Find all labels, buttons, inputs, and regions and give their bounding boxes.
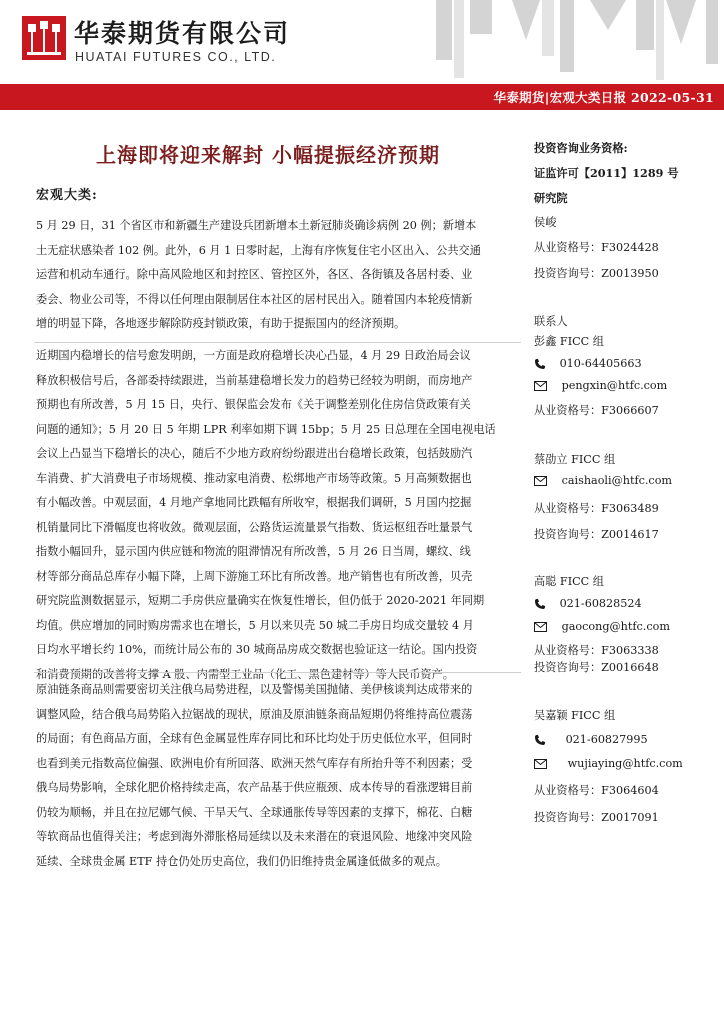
contact-practice-no: 从业资格号：F3063489 [534,502,659,515]
contact-email [534,379,667,392]
contact-email [534,474,672,487]
paragraph-line: 也看到美元指数高位偏强、欧洲电价有所回落、欧洲天然气库存有所抬升等不利因素；受 [36,756,473,770]
contact-practice-no: 从业资格号：F3064604 [534,784,659,797]
paragraph-line: 预期也有所改善，5 月 15 日，央行、银保监会发布《关于调整差别化住房信贷政策有关 [36,398,471,411]
license-number: 证监许可【2011】1289 号 [534,166,679,180]
contact-email-text[interactable]: caishaoli@htfc.com [561,474,673,487]
contact-name: 吴嘉颖 FICC 组 [534,709,616,722]
paragraph-line: 俄乌局势影响，全球化肥价格持续走高，农产品基于供应瓶颈、成本传导的看涨逻辑目前 [36,781,473,794]
paragraph-line: 问题的通知》；5 月 20 日 5 年期 LPR 利率如期下调 15bp；5 月 25 日总理在全国电视电话 [36,422,496,436]
email-icon [534,381,548,391]
phone-icon [534,598,548,610]
contact-phone [534,357,642,370]
paragraph-line: 日均水平增长约 10%，而统计局公布的 30 城商品房成交数据也验证这一结论。国内投资 [36,643,478,656]
contact-phone-text: 021-60827995 [565,733,648,746]
paragraph-line: 等软商品也值得关注；考虑到海外滞胀格局延续以及未来潜在的衰退风险、地缘冲突风险 [36,830,473,843]
contact-phone-text: 010-64405663 [559,357,642,370]
paragraph-line: 仍较为顺畅，并且在拉尼娜气候、干旱天气、全球通胀传导等因素的支撑下，棉花、白糖 [36,805,473,819]
analyst-advisory-no: 投资咨询号：Z0013950 [534,267,659,280]
contact-phone [534,597,642,610]
contact-email-text[interactable]: gaocong@htfc.com [561,620,670,633]
contact-phone [534,733,648,746]
company-name-cn: 华泰期货有限公司 [74,19,291,48]
header-decoration [430,0,724,90]
paragraph-line: 会议上凸显当下稳增长的决心，随后不少地方政府纷纷跟进出台稳增长政策，包括鼓励汽 [36,447,473,460]
report-banner-text: 华泰期货|宏观大类日报 2022-05-31 [493,90,714,105]
divider [34,342,521,343]
paragraph-line: 的局面；有色商品方面，全球有色金属显性库存同比和环比均处于历史低位水平，但同时 [36,732,473,745]
paragraph-line: 指数小幅回升，显示国内供应链和物流的阻滞情况有所改善，5 月 26 日当周，螺纹、线 [36,545,471,558]
phone-icon [534,734,548,746]
contact-email-text[interactable]: pengxin@htfc.com [561,379,668,392]
paragraph-line: 土无症状感染者 102 例。此外，6 月 1 日零时起，上海有序恢复住宅小区出入、公共交通 [36,243,481,257]
contact-practice-no: 从业资格号：F3066607 [534,404,659,417]
report-title: 上海即将迎来解封 小幅提振经济预期 [96,143,440,167]
contacts-label: 联系人 [534,315,568,328]
paragraph-line: 5 月 29 日，31 个省区市和新疆生产建设兵团新增本土新冠肺炎确诊病例 20 例；新增本 [36,219,477,232]
paragraph-2 [36,344,519,687]
qualification-heading: 投资咨询业务资格: [534,141,628,155]
paragraph-line: 近期国内稳增长的信号愈发明朗，一方面是政府稳增长决心凸显，4 月 29 日政治局会议 [36,349,471,362]
paragraph-line: 和消费预期的改善将支撑 A 股、内需型工业品（化工、黑色建材等）等人民币资产。 [36,667,454,681]
contact-advisory-no: 投资咨询号：Z0016648 [534,661,659,674]
contact-email-text[interactable]: wujiaying@htfc.com [567,757,683,770]
contact-advisory-no: 投资咨询号：Z0017091 [534,811,659,824]
paragraph-line: 车消费、扩大消费电子市场规模、推动家电消费、松绑地产市场等政策。5 月高频数据也 [36,471,472,485]
paragraph-line: 机销量同比下滑幅度也将收敛。微观层面，公路货运流量景气指数、货运枢纽吞吐量景气 [36,520,473,534]
huatai-logo-icon [22,16,66,60]
paragraph-line: 有小幅改善。中观层面，4 月地产拿地同比跌幅有所收窄，根据我们调研，5 月国内挖掘 [36,496,472,509]
paragraph-3 [36,678,519,874]
contact-practice-no: 从业资格号：F3063338 [534,644,659,657]
paragraph-line: 原油链条商品则需要密切关注俄乌局势进程，以及警惕美国抛储、美伊核谈判达成带来的 [36,683,473,696]
email-icon [534,759,548,769]
section-heading: 宏观大类: [36,188,98,203]
analyst-practice-no: 从业资格号：F3024428 [534,241,659,254]
paragraph-line: 均值。供应增加的同时购房需求也在增长，5 月以来贝壳 50 城二手房日均成交量较 4 月 [36,618,474,632]
institute-label: 研究院 [534,191,568,205]
report-header [0,0,724,112]
paragraph-line: 增的明显下降，各地逐步解除防疫封锁政策，有助于提振国内的经济预期。 [36,317,406,330]
divider [34,672,521,673]
email-icon [534,476,548,486]
contact-email [534,757,683,770]
analyst-name: 侯峻 [534,216,557,229]
email-icon [534,622,548,632]
company-name-en: HUATAI FUTURES CO., LTD. [75,50,277,64]
contact-email [534,620,670,633]
contact-name: 高聪 FICC 组 [534,575,604,588]
paragraph-1 [36,214,519,337]
contact-phone-text: 021-60828524 [559,597,642,610]
contact-name: 蔡劭立 FICC 组 [534,453,616,466]
contact-name: 彭鑫 FICC 组 [534,335,604,348]
paragraph-line: 调整风险，结合俄乌局势陷入拉锯战的现状，原油及原油链条商品短期仍将维持高位震荡 [36,707,473,721]
phone-icon [534,358,548,370]
paragraph-line: 材等部分商品总库存小幅下降，上周下游施工环比有所改善。地产销售也有所改善，贝壳 [36,569,473,583]
paragraph-line: 释放积极信号后，各部委持续跟进，当前基建稳增长发力的趋势已经较为明朗，而房地产 [36,373,473,387]
paragraph-line: 研究院监测数据显示，短期二手房供应量确实在恢复性增长，但仍低于 2020-2021 年同期 [36,594,485,607]
paragraph-line: 延续、全球贵金属 ETF 持仓仍处历史高位，我们仍旧维持贵金属逢低做多的观点。 [36,854,447,868]
paragraph-line: 运营和机动车通行。除中高风险地区和封控区、管控区外，各区、各街镇及各居村委、业 [36,268,473,281]
paragraph-line: 委会、物业公司等，不得以任何理由限制居住本社区的居村民出入。随着国内本轮疫情新 [36,292,473,306]
contact-advisory-no: 投资咨询号：Z0014617 [534,528,659,541]
